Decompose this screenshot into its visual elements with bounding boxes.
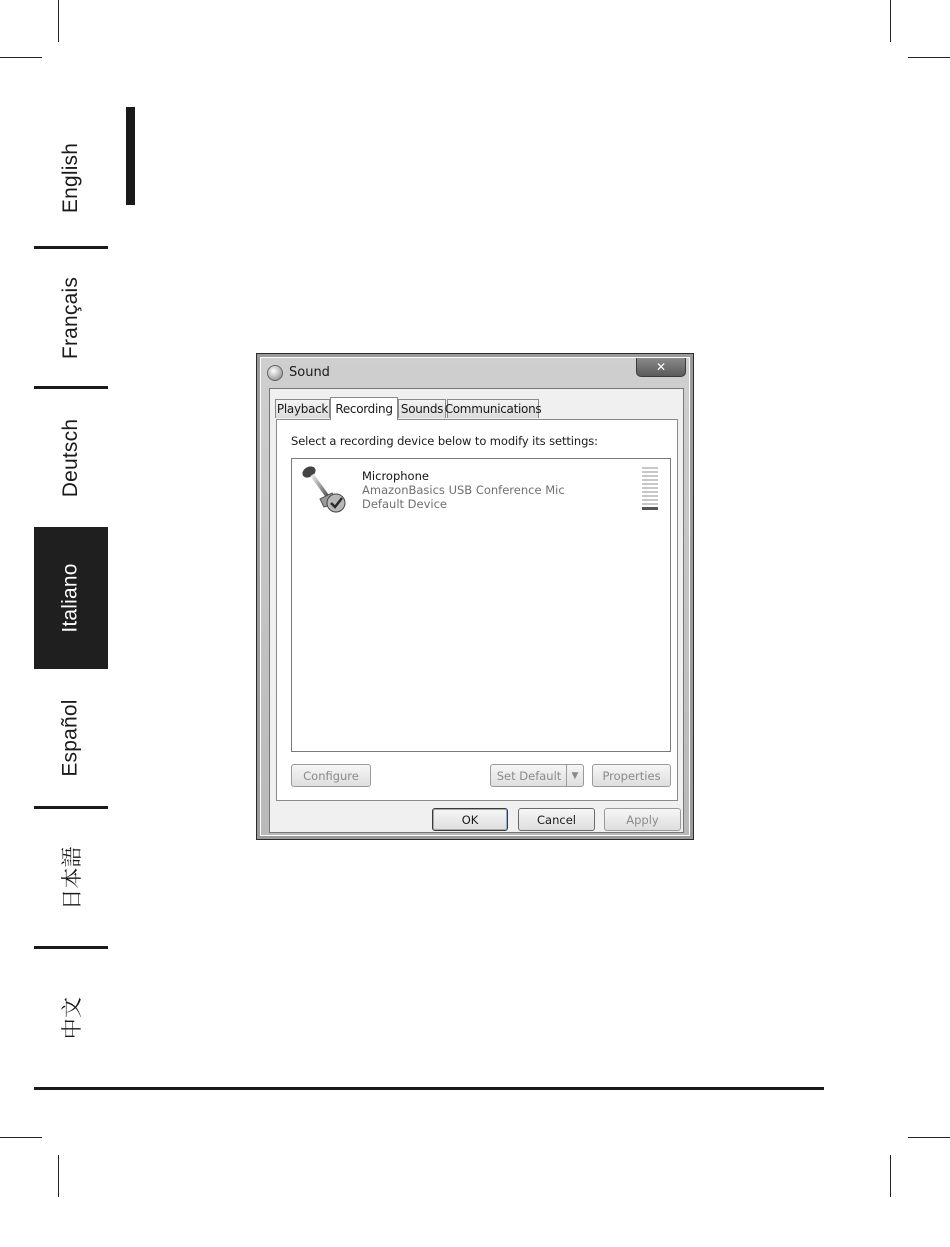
tab-recording[interactable] bbox=[330, 397, 398, 420]
instruction-text: Select a recording device below to modify its settings: bbox=[291, 434, 598, 448]
language-tab-espanol bbox=[34, 670, 108, 805]
set-default-button[interactable] bbox=[490, 764, 584, 787]
level-meter bbox=[642, 467, 658, 511]
configure-button[interactable] bbox=[291, 764, 371, 787]
language-tab-english bbox=[34, 110, 108, 245]
section-marker-bar bbox=[126, 107, 135, 205]
language-label: Français bbox=[59, 276, 82, 359]
meter-segment bbox=[642, 479, 658, 481]
language-divider bbox=[34, 806, 108, 809]
meter-segment bbox=[642, 499, 658, 501]
language-tab-chinese bbox=[34, 950, 108, 1085]
meter-segment bbox=[642, 503, 658, 505]
tab-communications[interactable] bbox=[444, 399, 542, 418]
chevron-down-icon[interactable]: ▼ bbox=[566, 765, 583, 786]
tab-label: Recording bbox=[335, 402, 393, 416]
language-label: 中文 bbox=[61, 996, 84, 1039]
device-description: AmazonBasics USB Conference Mic bbox=[362, 483, 565, 497]
recording-device-list[interactable] bbox=[291, 458, 671, 752]
window-title: Sound bbox=[289, 365, 330, 380]
language-label: 日本語 bbox=[60, 845, 84, 910]
meter-segment bbox=[642, 491, 658, 493]
tab-sounds[interactable] bbox=[398, 399, 446, 418]
window-frame bbox=[260, 357, 690, 836]
properties-button[interactable] bbox=[592, 764, 671, 787]
button-label: Apply bbox=[626, 812, 659, 827]
button-label: Cancel bbox=[537, 812, 576, 827]
language-label: English bbox=[59, 142, 82, 213]
crop-mark bbox=[908, 1137, 950, 1138]
apply-button[interactable] bbox=[604, 808, 681, 831]
language-tab-italiano bbox=[34, 527, 108, 669]
language-tab-japanese bbox=[34, 810, 108, 945]
language-divider bbox=[34, 246, 108, 249]
crop-mark bbox=[0, 1137, 42, 1138]
sound-dialog bbox=[256, 353, 694, 840]
crop-mark bbox=[890, 1155, 891, 1197]
button-label: Properties bbox=[602, 768, 661, 783]
meter-segment bbox=[642, 507, 658, 510]
dialog-client-area bbox=[269, 388, 684, 833]
crop-mark bbox=[908, 57, 950, 58]
language-label: Español bbox=[59, 698, 83, 777]
crop-mark bbox=[890, 0, 891, 42]
device-status: Default Device bbox=[362, 497, 448, 511]
tab-label: Sounds bbox=[400, 402, 444, 416]
bottom-rule bbox=[34, 1087, 824, 1090]
speaker-icon bbox=[267, 365, 283, 381]
language-divider bbox=[34, 946, 108, 949]
crop-mark bbox=[0, 57, 42, 58]
language-tab-francais bbox=[34, 250, 108, 385]
crop-mark bbox=[58, 1155, 59, 1197]
ok-button[interactable] bbox=[432, 808, 508, 831]
language-label: Italiano bbox=[58, 563, 82, 633]
recording-tab-panel bbox=[276, 419, 678, 801]
meter-segment bbox=[642, 483, 658, 485]
microphone-icon bbox=[298, 463, 350, 513]
button-label: OK bbox=[461, 812, 479, 827]
button-label: Configure bbox=[303, 768, 359, 783]
close-button[interactable] bbox=[636, 358, 686, 377]
tab-label: Playback bbox=[276, 402, 329, 416]
device-name: Microphone bbox=[362, 469, 429, 483]
button-label: Set Default bbox=[496, 768, 562, 783]
meter-segment bbox=[642, 487, 658, 489]
tab-playback[interactable] bbox=[275, 399, 330, 418]
language-label: Deutsch bbox=[59, 418, 83, 497]
meter-segment bbox=[642, 471, 658, 473]
meter-segment bbox=[642, 495, 658, 497]
close-icon: ✕ bbox=[655, 360, 667, 374]
meter-segment bbox=[642, 475, 658, 477]
meter-segment bbox=[642, 467, 658, 469]
tab-label: Communications bbox=[444, 402, 542, 416]
language-divider bbox=[34, 386, 108, 389]
crop-mark bbox=[58, 0, 59, 42]
cancel-button[interactable] bbox=[518, 808, 595, 831]
language-tab-deutsch bbox=[34, 390, 108, 525]
